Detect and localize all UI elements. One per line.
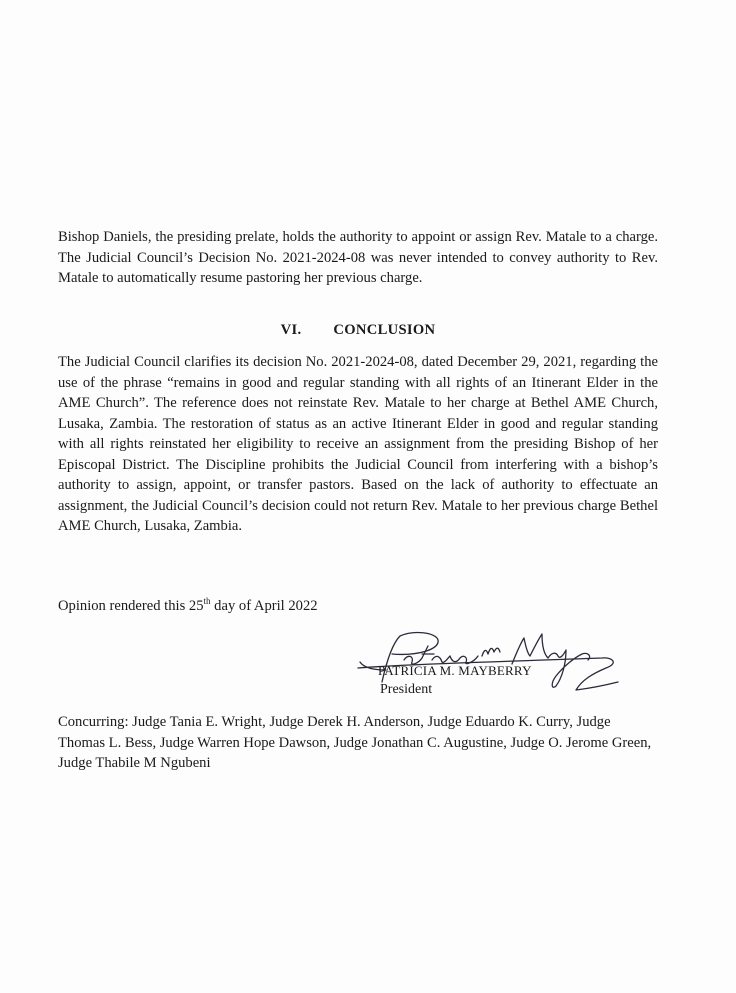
signatory-title: President: [380, 682, 433, 697]
section-heading: [58, 322, 658, 339]
opinion-date-line: [58, 596, 318, 616]
signatory-name: PATRICIA M. MAYBERRY: [378, 663, 532, 678]
paragraph-authority: Bishop Daniels, the presiding prelate, holds the authority to appoint or assign Rev. Matale to a charge. The Judicial Council’s Decision No. 2021-2024-08 was never intended to convey authority to Rev. Matale to automatically resume pastoring her previous charge.: [58, 229, 658, 286]
opinion-ordinal-suffix: th: [203, 596, 211, 607]
concurring-judges: Concurring: Judge Tania E. Wright, Judge Derek H. Anderson, Judge Eduardo K. Curry, Judge Thomas L. Bess, Judge Warren Hope Dawson, Judge Jonathan C. Augustine, Judge O. Jerome Green, Judge Thabile M Ngubeni: [58, 714, 652, 771]
section-number: VI.: [280, 322, 302, 338]
opinion-rest: day of April 2022: [210, 598, 318, 614]
opinion-prefix: Opinion rendered this 25: [58, 598, 204, 614]
paragraph-conclusion: The Judicial Council clarifies its decision No. 2021-2024-08, dated December 29, 2021, regarding the use of the phrase “remains in good and regular standing with all rights of an Itinerant Elder in the AME Church”. The reference does not reinstate Rev. Matale to her charge at Bethel AME Church, Lusaka, Zambia. The restoration of status as an active Itinerant Elder in good and regular standing with all rights reinstated her eligibility to receive an assignment from the presiding Bishop of her Episcopal District. The Discipline prohibits the Judicial Council from interfering with a bishop’s authority to assign, appoint, or transfer pastors. Based on the lack of authority to effectuate an assignment, the Judicial Council’s decision could not return Rev. Matale to her previous charge Bethel AME Church, Lusaka, Zambia.: [58, 354, 658, 534]
section-title: CONCLUSION: [333, 322, 436, 338]
